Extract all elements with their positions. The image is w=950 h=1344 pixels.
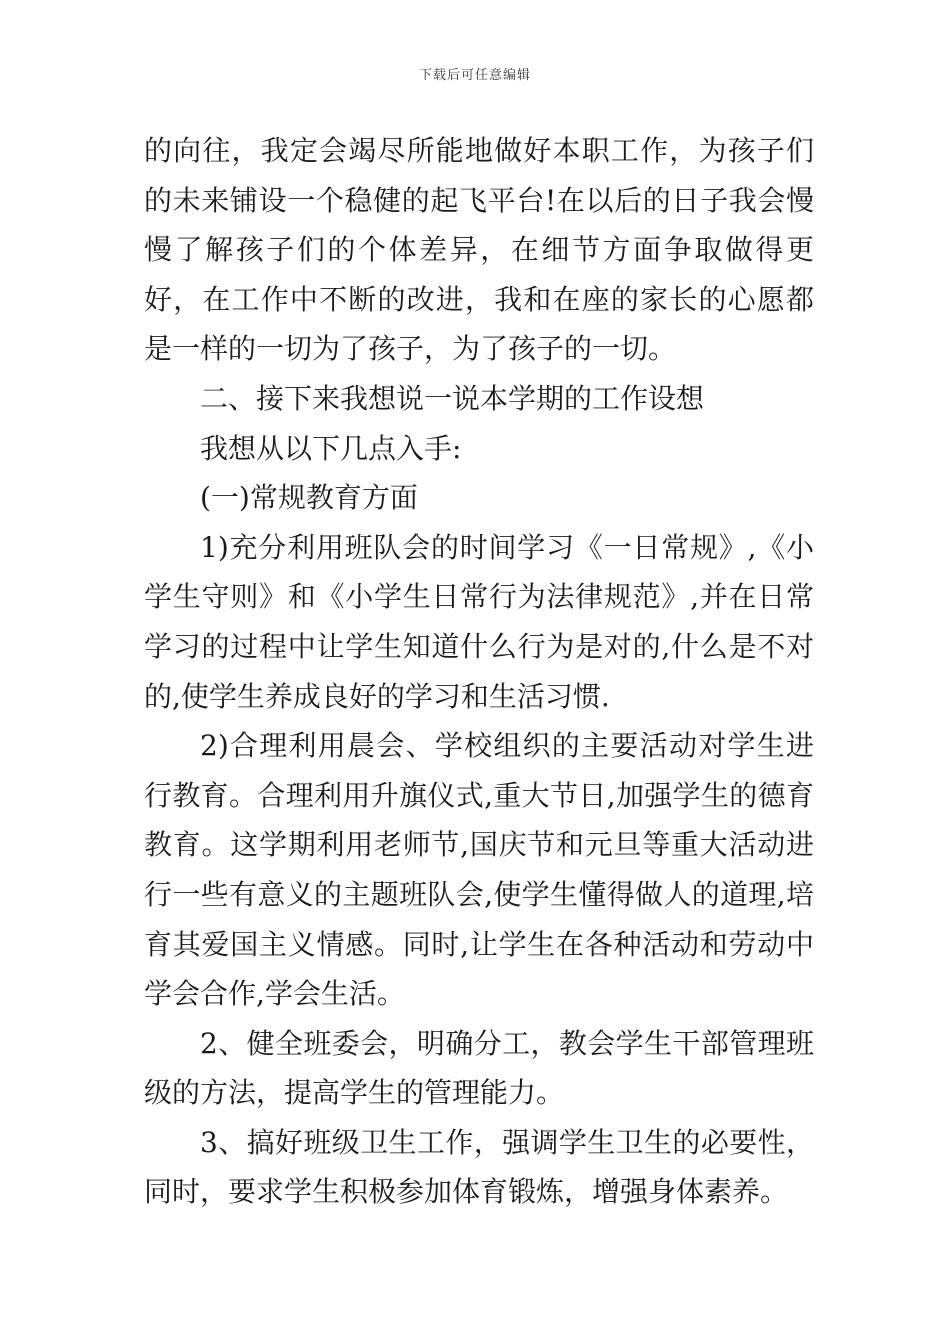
paragraph-7: 2、健全班委会，明确分工，教会学生干部管理班级的方法，提高学生的管理能力。 (144, 1026, 814, 1110)
paragraph-3: 我想从以下几点入手: (200, 431, 462, 465)
document-body (144, 126, 814, 1217)
paragraph-1: 的向往，我定会竭尽所能地做好本职工作，为孩子们的未来铺设一个稳健的起飞平台!在以后的日子我会慢慢了解孩子们的个体差异，在细节方面争取做得更好，在工作中不断的改进，我和在座的家长的心愿都是一样的一切为了孩子，为了孩子的一切。 (144, 134, 814, 366)
paragraph-8: 3、搞好班级卫生工作，强调学生卫生的必要性，同时，要求学生积极参加体育锻炼，增强身体素养。 (144, 1125, 814, 1209)
paragraph-6: 2)合理利用晨会、学校组织的主要活动对学生进行教育。合理利用升旗仪式,重大节日,加强学生的德育教育。这学期利用老师节,国庆节和元旦等重大活动进行一些有意义的主题班队会,使学生懂得做人的道理,培育其爱国主义情感。同时,让学生在各种活动和劳动中学会合作,学会生活。 (144, 729, 814, 1011)
paragraph-4: (一)常规教育方面 (200, 481, 418, 515)
paragraph-2: 二、接下来我想说一说本学期的工作设想 (200, 381, 705, 415)
paragraph-5: 1)充分利用班队会的时间学习《一日常规》,《小学生守则》和《小学生日常行为法律规范》,并在日常学习的过程中让学生知道什么行为是对的,什么是不对的,使学生养成良好的学习和生活习惯. (144, 530, 814, 713)
page-header-note: 下载后可任意编辑 (418, 68, 531, 83)
